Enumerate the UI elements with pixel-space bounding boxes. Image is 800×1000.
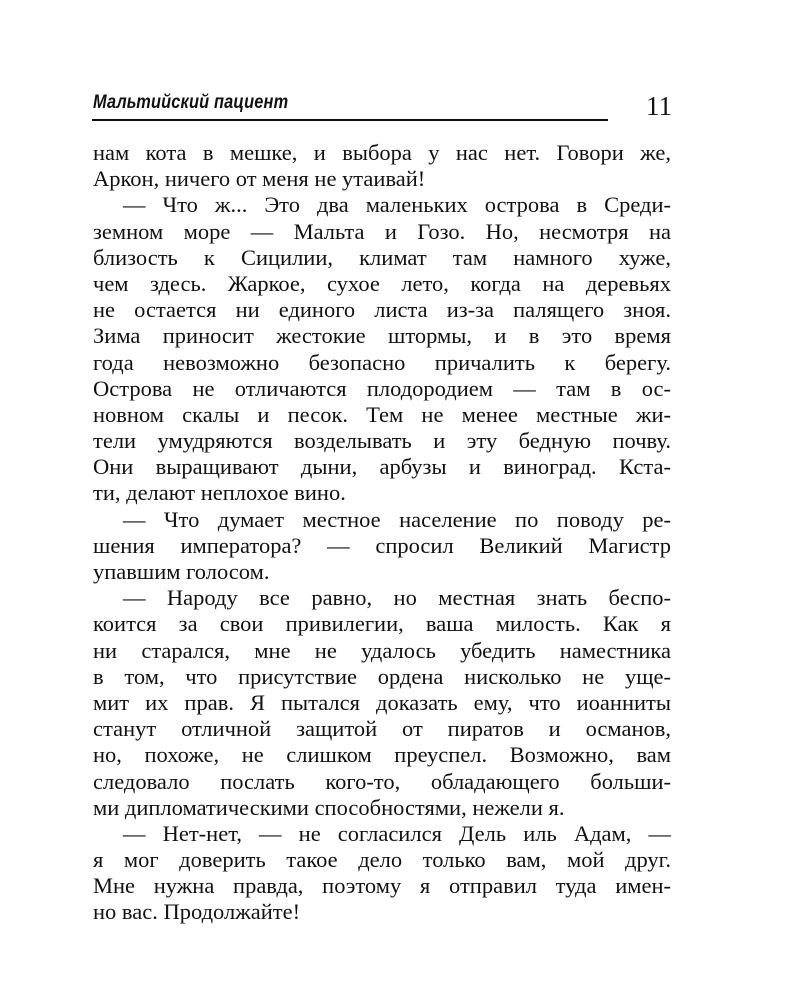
text-line: в том, что присутствие ордена нисколько не уще- bbox=[93, 663, 671, 689]
running-title: Мальтийский пациент bbox=[93, 92, 289, 113]
text-line: — Нет-нет, — не согласился Дель иль Адам, — bbox=[123, 820, 671, 846]
text-line: но, похоже, не слишком преуспел. Возможно, вам bbox=[93, 742, 671, 768]
text-line: — Народу все равно, но местная знать беспо- bbox=[123, 585, 671, 611]
text-line: я мог доверить такое дело только вам, мой друг. bbox=[93, 847, 671, 873]
text-line: шения императора? — спросил Великий Магистр bbox=[93, 532, 671, 558]
text-line: года невозможно безопасно причалить к берегу. bbox=[93, 349, 671, 375]
text-line: новном скалы и песок. Тем не менее местные жи- bbox=[93, 401, 671, 427]
text-line: Зима приносит жестокие штормы, и в это время bbox=[93, 323, 671, 349]
text-line: следовало послать кого-то, обладающего больши- bbox=[93, 768, 671, 794]
header-rule bbox=[92, 119, 608, 121]
text-line: тели умудряются возделывать и эту бедную почву. bbox=[93, 428, 671, 454]
body-text bbox=[93, 140, 671, 926]
text-line: нам кота в мешке, и выбора у нас нет. Говори же, bbox=[93, 140, 671, 165]
text-line: чем здесь. Жаркое, сухое лето, когда на деревьях bbox=[93, 270, 671, 296]
text-line: станут отличной защитой от пиратов и османов, bbox=[93, 716, 671, 742]
text-line: мит их прав. Я пытался доказать ему, что иоанниты bbox=[93, 689, 671, 715]
text-line: Острова не отличаются плодородием — там в ос- bbox=[93, 375, 671, 401]
text-line: — Что ж... Это два маленьких острова в Среди- bbox=[123, 192, 671, 218]
text-line: Мне нужна правда, поэтому я отправил туда имен- bbox=[93, 873, 671, 899]
text-line: упавшим голосом. bbox=[93, 559, 270, 584]
text-line: Они выращивают дыни, арбузы и виноград. Кста- bbox=[93, 454, 671, 480]
text-line: Аркон, ничего от меня не утаивай! bbox=[93, 166, 426, 192]
page-number: 11 bbox=[646, 91, 672, 121]
text-line: не остается ни единого листа из-за палящего зноя. bbox=[93, 297, 671, 323]
text-line: земном море — Мальта и Гозо. Но, несмотря на bbox=[93, 218, 671, 244]
text-line: — Что думает местное население по поводу ре- bbox=[123, 506, 671, 532]
text-line: ти, делают неплохое вино. bbox=[93, 480, 346, 506]
text-line: ни старался, мне не удалось убедить наместника bbox=[93, 637, 671, 663]
text-line: коится за свои привилегии, ваша милость. Как я bbox=[93, 611, 671, 637]
text-line: ми дипломатическими способностями, нежели я. bbox=[93, 794, 565, 820]
text-line: близость к Сицилии, климат там намного хуже, bbox=[93, 244, 671, 270]
text-line: но вас. Продолжайте! bbox=[93, 899, 301, 925]
